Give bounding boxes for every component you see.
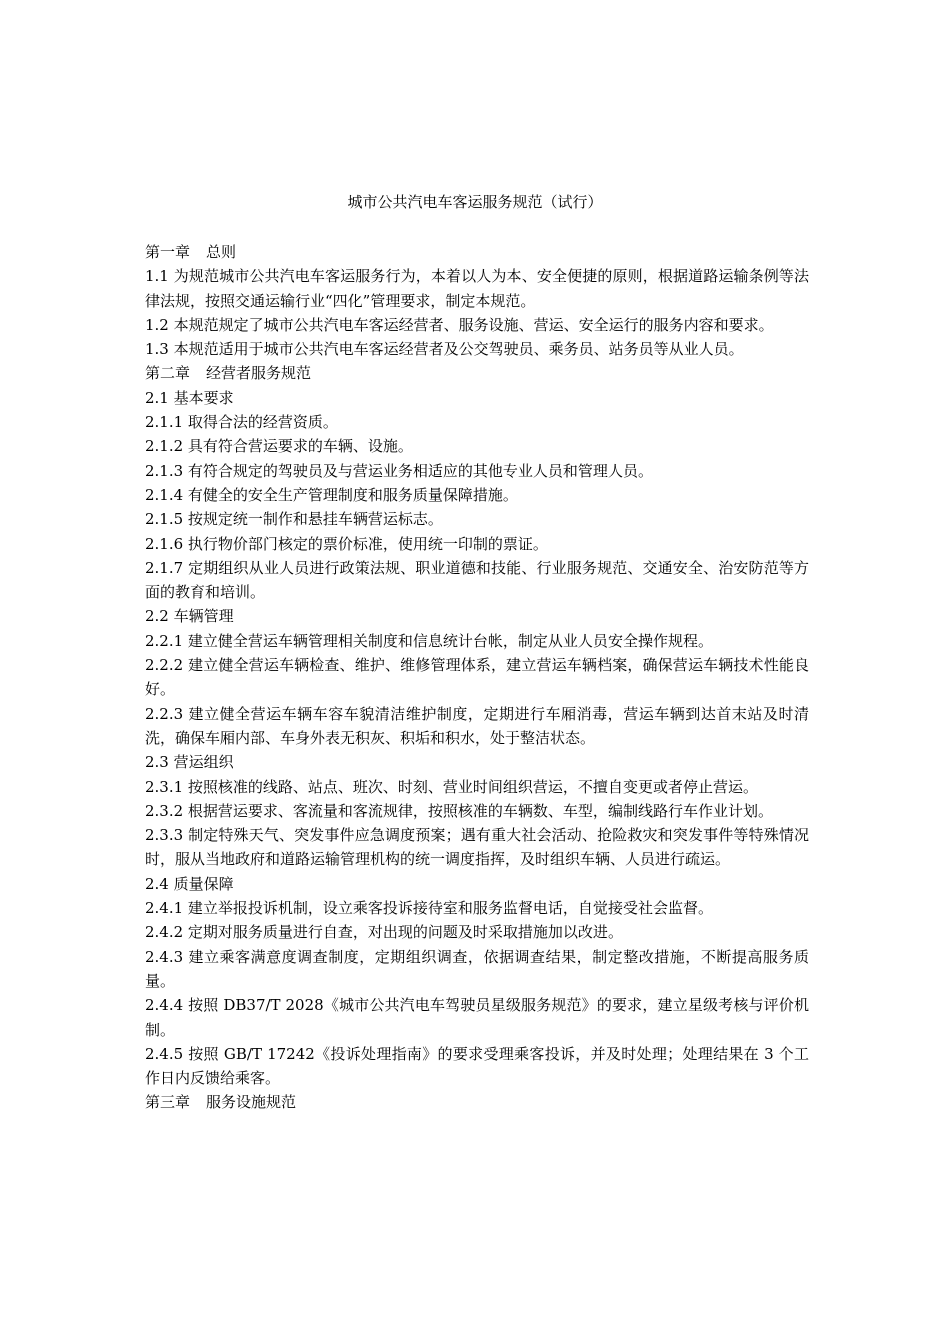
clause-paragraph: 1.1 为规范城市公共汽电车客运服务行为，本着以人为本、安全便捷的原则，根据道路运输条例等法律法规，按照交通运输行业“四化”管理要求，制定本规范。 bbox=[145, 267, 809, 310]
clause-paragraph: 2.2 车辆管理 bbox=[145, 607, 234, 626]
document-title: 城市公共汽电车客运服务规范（试行） bbox=[347, 193, 603, 211]
clause-paragraph: 2.1 基本要求 bbox=[145, 388, 234, 407]
clause-paragraph: 2.2.2 建立健全营运车辆检查、维护、维修管理体系，建立营运车辆档案，确保营运车辆技术性能良好。 bbox=[145, 656, 809, 699]
chapter-title: 总则 bbox=[206, 243, 237, 261]
clause-paragraph: 2.4.5 按照 GB/T 17242《投诉处理指南》的要求受理乘客投诉，并及时处理；处理结果在 3 个工作日内反馈给乘客。 bbox=[145, 1044, 809, 1088]
chapter-title: 经营者服务规范 bbox=[206, 364, 312, 383]
clause-paragraph: 2.1.7 定期组织从业人员进行政策法规、职业道德和技能、行业服务规范、交通安全、治安防范等方面的教育和培训。 bbox=[145, 558, 809, 602]
clause-paragraph: 2.1.2 具有符合营运要求的车辆、设施。 bbox=[145, 437, 413, 456]
chapter-heading bbox=[145, 240, 809, 264]
clause-paragraph: 2.3.2 根据营运要求、客流量和客流规律，按照核准的车辆数、车型，编制线路行车作业计划。 bbox=[145, 801, 773, 820]
chapter-number: 第一章 bbox=[145, 243, 191, 261]
clause-paragraph: 2.3 营运组织 bbox=[145, 753, 234, 772]
chapter-title: 服务设施规范 bbox=[206, 1093, 297, 1112]
clause-paragraph: 2.3.3 制定特殊天气、突发事件应急调度预案；遇有重大社会活动、抢险救灾和突发事件等特殊情况时，服从当地政府和道路运输管理机构的统一调度指挥，及时组织车辆、人员进行疏运。 bbox=[145, 826, 809, 869]
clause-paragraph: 2.4.1 建立举报投诉机制，设立乘客投诉接待室和服务监督电话，自觉接受社会监督。 bbox=[145, 899, 713, 918]
clause-paragraph: 2.1.4 有健全的安全生产管理制度和服务质量保障措施。 bbox=[145, 485, 518, 504]
clause-paragraph: 2.3.1 按照核准的线路、站点、班次、时刻、营业时间组织营运，不擅自变更或者停止营运。 bbox=[145, 777, 758, 796]
clause-paragraph: 2.4 质量保障 bbox=[145, 874, 234, 893]
chapter-number: 第二章 bbox=[145, 364, 191, 383]
clause-paragraph: 2.1.3 有符合规定的驾驶员及与营运业务相适应的其他专业人员和管理人员。 bbox=[145, 461, 653, 480]
chapter-number: 第三章 bbox=[145, 1093, 191, 1112]
clause-paragraph: 2.1.6 执行物价部门核定的票价标准，使用统一印制的票证。 bbox=[145, 534, 548, 553]
clause-paragraph: 2.1.1 取得合法的经营资质。 bbox=[145, 413, 338, 432]
document-body bbox=[145, 240, 809, 1115]
clause-paragraph: 2.2.1 建立健全营运车辆管理相关制度和信息统计台帐，制定从业人员安全操作规程。 bbox=[145, 631, 713, 650]
clause-paragraph: 2.4.3 建立乘客满意度调查制度，定期组织调查，依据调查结果，制定整改措施，不断提高服务质量。 bbox=[145, 947, 809, 990]
clause-paragraph: 1.3 本规范适用于城市公共汽电车客运经营者及公交驾驶员、乘务员、站务员等从业人员。 bbox=[145, 340, 744, 359]
clause-paragraph: 2.1.5 按规定统一制作和悬挂车辆营运标志。 bbox=[145, 510, 443, 529]
clause-paragraph: 1.2 本规范规定了城市公共汽电车客运经营者、服务设施、营运、安全运行的服务内容和要求。 bbox=[145, 315, 774, 334]
chapter-heading bbox=[145, 1090, 809, 1114]
clause-paragraph: 2.4.4 按照 DB37/T 2028《城市公共汽电车驾驶员星级服务规范》的要求，建立星级考核与评价机制。 bbox=[145, 996, 809, 1039]
clause-paragraph: 2.4.2 定期对服务质量进行自查，对出现的问题及时采取措施加以改进。 bbox=[145, 923, 623, 942]
chapter-heading bbox=[145, 361, 809, 385]
clause-paragraph: 2.2.3 建立健全营运车辆车容车貌清洁维护制度，定期进行车厢消毒，营运车辆到达首末站及时清洗，确保车厢内部、车身外表无积灰、积垢和积水，处于整洁状态。 bbox=[145, 704, 809, 747]
